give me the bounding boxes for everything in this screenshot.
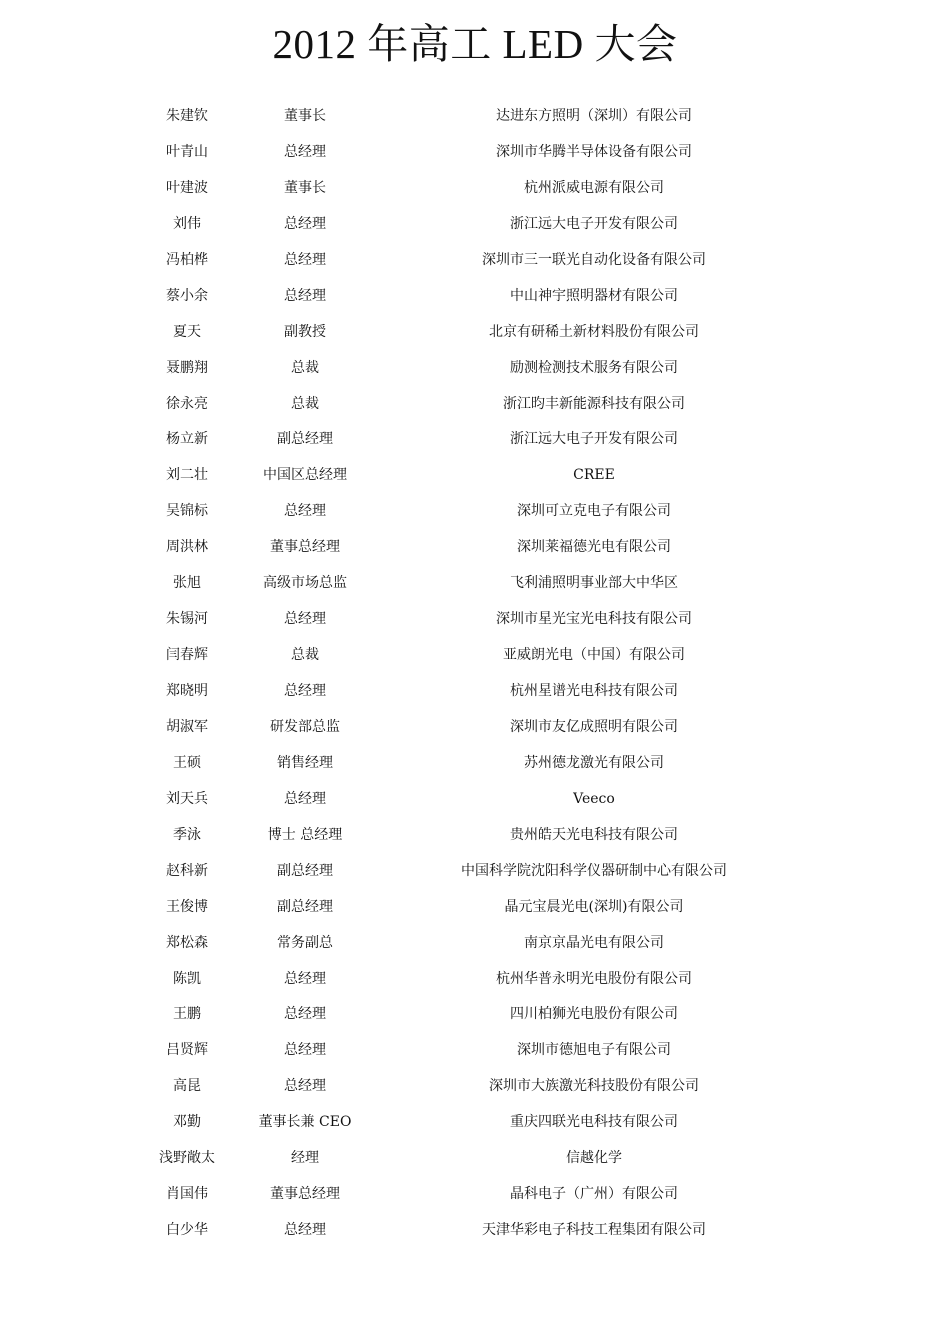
- attendee-name: 刘天兵: [166, 790, 208, 807]
- attendee-title: 总经理: [284, 1222, 326, 1239]
- attendee-title: 常务副总: [277, 934, 333, 951]
- attendee-name: 徐永亮: [166, 395, 208, 412]
- attendee-company: Veeco: [573, 790, 615, 807]
- attendee-company: 杭州星谱光电科技有限公司: [510, 683, 678, 699]
- attendee-title: 总经理: [284, 1006, 326, 1023]
- attendee-company: 浙江远大电子开发有限公司: [510, 215, 678, 232]
- attendee-name: 王硕: [173, 754, 201, 771]
- attendee-title: 董事长: [284, 179, 326, 196]
- attendee-row: [0, 1177, 950, 1213]
- attendee-company: 中山神宇照明器材有限公司: [510, 287, 678, 304]
- attendee-name: 浅野敞太: [159, 1150, 215, 1167]
- attendee-company: 深圳莱福德光电有限公司: [517, 539, 671, 556]
- attendee-row: [0, 926, 950, 962]
- attendee-title: 研发部总监: [270, 718, 340, 735]
- attendee-company: 天津华彩电子科技工程集团有限公司: [482, 1222, 706, 1239]
- attendee-title: 董事总经理: [270, 539, 340, 556]
- attendee-title: 副教授: [284, 323, 326, 340]
- attendee-company: 浙江昀丰新能源科技有限公司: [503, 395, 685, 412]
- attendee-row: [0, 1141, 950, 1177]
- attendee-company: 深圳市星光宝光电科技有限公司: [496, 611, 692, 628]
- attendee-company: 飞利浦照明事业部大中华区: [510, 575, 678, 592]
- attendee-name: 朱建钦: [166, 108, 208, 124]
- attendee-row: [0, 279, 950, 315]
- attendee-company: 杭州派威电源有限公司: [524, 179, 664, 196]
- attendee-name: 白少华: [166, 1222, 208, 1239]
- attendee-name: 闫春辉: [166, 647, 208, 664]
- attendee-name: 王俊博: [166, 898, 208, 915]
- attendee-title: 销售经理: [277, 754, 333, 771]
- attendee-company: 中国科学院沈阳科学仪器研制中心有限公司: [461, 862, 727, 879]
- attendee-name: 聂鹏翔: [166, 359, 208, 376]
- attendee-title: 总经理: [284, 611, 326, 628]
- attendee-company: 深圳市友亿成照明有限公司: [510, 718, 678, 735]
- attendee-title: 董事长兼 CEO: [258, 1114, 352, 1131]
- attendee-title: 总经理: [284, 143, 326, 160]
- attendee-title: 总经理: [284, 503, 326, 520]
- attendee-row: [0, 746, 950, 782]
- attendee-name: 刘伟: [173, 215, 201, 232]
- attendee-row: [0, 602, 950, 638]
- attendee-row: [0, 566, 950, 602]
- attendee-company: 深圳市华腾半导体设备有限公司: [496, 143, 692, 160]
- attendee-title: 总经理: [284, 970, 326, 987]
- attendee-name: 叶青山: [166, 143, 208, 160]
- attendee-row: [0, 997, 950, 1033]
- attendee-company: 深圳市德旭电子有限公司: [517, 1042, 671, 1059]
- attendee-title: 总经理: [284, 1078, 326, 1095]
- attendee-company: 深圳市大族激光科技股份有限公司: [489, 1078, 699, 1095]
- attendee-company: 重庆四联光电科技有限公司: [510, 1114, 678, 1131]
- attendee-title: 总经理: [284, 215, 326, 232]
- attendee-title: 副总经理: [277, 862, 333, 879]
- attendee-company: 励测检测技术服务有限公司: [510, 359, 678, 376]
- attendee-title: 总经理: [284, 251, 326, 268]
- attendee-row: [0, 387, 950, 423]
- attendee-name: 季泳: [173, 826, 201, 843]
- attendee-row: [0, 422, 950, 458]
- attendee-company: 浙江远大电子开发有限公司: [510, 431, 678, 448]
- page-title: 2012 年高工 LED 大会: [272, 21, 678, 67]
- attendee-name: 郑晓明: [166, 683, 208, 699]
- attendee-name: 周洪林: [166, 539, 208, 556]
- attendee-company: 深圳可立克电子有限公司: [517, 503, 671, 520]
- attendee-row: [0, 782, 950, 818]
- attendee-row: [0, 638, 950, 674]
- attendee-name: 邓勤: [173, 1114, 201, 1131]
- attendee-row: [0, 674, 950, 710]
- attendee-name: 冯柏桦: [166, 251, 208, 268]
- attendee-name: 高昆: [173, 1078, 201, 1095]
- attendee-company: 苏州德龙激光有限公司: [524, 754, 664, 771]
- attendee-row: [0, 135, 950, 171]
- attendee-row: [0, 710, 950, 746]
- attendee-name: 胡淑军: [166, 718, 208, 735]
- attendee-title: 董事总经理: [270, 1186, 340, 1203]
- attendee-row: [0, 854, 950, 890]
- attendee-company: 杭州华普永明光电股份有限公司: [496, 970, 692, 987]
- attendee-title: 经理: [291, 1150, 319, 1167]
- attendee-company: 晶科电子（广州）有限公司: [510, 1186, 678, 1203]
- attendee-title: 中国区总经理: [263, 467, 347, 484]
- attendee-name: 王鹏: [173, 1006, 201, 1023]
- attendee-company: 信越化学: [566, 1150, 622, 1167]
- attendee-company: 南京京晶光电有限公司: [524, 934, 664, 951]
- attendee-row: [0, 890, 950, 926]
- attendee-title: 总裁: [291, 647, 319, 664]
- attendee-company: 深圳市三一联光自动化设备有限公司: [482, 251, 706, 268]
- attendee-row: [0, 207, 950, 243]
- attendee-title: 总经理: [284, 1042, 326, 1059]
- attendee-row: [0, 99, 950, 135]
- attendee-title: 副总经理: [277, 431, 333, 448]
- attendee-row: [0, 1033, 950, 1069]
- attendee-row: [0, 494, 950, 530]
- attendee-company: 达进东方照明（深圳）有限公司: [496, 108, 692, 124]
- attendee-company: 亚威朗光电（中国）有限公司: [503, 647, 685, 664]
- attendee-title: 总裁: [291, 359, 319, 376]
- attendee-row: [0, 171, 950, 207]
- attendee-name: 赵科新: [166, 862, 208, 879]
- attendee-title: 副总经理: [277, 898, 333, 915]
- attendee-company: 晶元宝晨光电(深圳)有限公司: [504, 898, 684, 915]
- attendee-name: 吴锦标: [166, 503, 208, 520]
- attendee-company: 四川柏狮光电股份有限公司: [510, 1006, 678, 1023]
- attendee-name: 杨立新: [166, 431, 208, 448]
- attendee-row: [0, 1069, 950, 1105]
- attendee-row: [0, 351, 950, 387]
- attendee-title: 博士 总经理: [267, 826, 343, 843]
- attendee-row: [0, 315, 950, 351]
- attendee-name: 吕贤辉: [166, 1042, 208, 1059]
- attendee-name: 陈凯: [173, 970, 201, 987]
- attendee-title: 总经理: [284, 790, 326, 807]
- attendee-title: 董事长: [284, 108, 326, 124]
- attendee-title: 高级市场总监: [263, 575, 347, 592]
- attendee-row: [0, 962, 950, 998]
- attendee-name: 夏天: [173, 323, 201, 340]
- attendee-row: [0, 818, 950, 854]
- attendee-name: 叶建波: [166, 179, 208, 196]
- attendee-name: 肖国伟: [166, 1186, 208, 1203]
- attendee-title: 总裁: [291, 395, 319, 412]
- attendee-row: [0, 243, 950, 279]
- attendee-company: 北京有研稀土新材料股份有限公司: [489, 323, 699, 340]
- attendee-company: CREE: [573, 467, 615, 484]
- attendee-list: [0, 99, 950, 1249]
- attendee-company: 贵州皓天光电科技有限公司: [510, 826, 678, 843]
- attendee-name: 郑松森: [166, 934, 208, 951]
- attendee-row: [0, 1213, 950, 1249]
- attendee-row: [0, 458, 950, 494]
- attendee-row: [0, 530, 950, 566]
- attendee-name: 张旭: [173, 575, 201, 592]
- attendee-title: 总经理: [284, 287, 326, 304]
- attendee-name: 蔡小余: [166, 287, 208, 304]
- attendee-name: 朱锡河: [166, 611, 208, 628]
- attendee-name: 刘二壮: [166, 467, 208, 484]
- attendee-title: 总经理: [284, 683, 326, 699]
- attendee-row: [0, 1105, 950, 1141]
